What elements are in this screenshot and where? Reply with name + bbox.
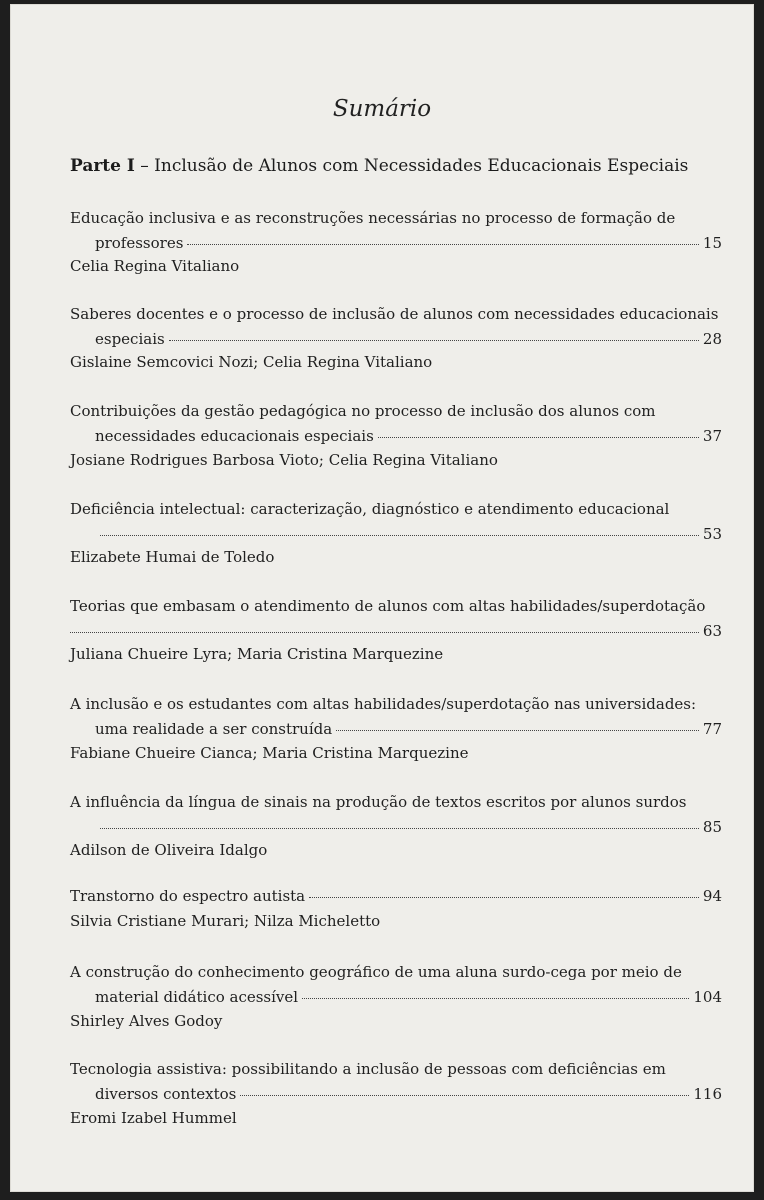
page-title: Sumário [332, 96, 432, 122]
entry-author: Josiane Rodrigues Barbosa Vioto; Celia Regina Vitaliano [70, 451, 498, 469]
entry-title-line1: A influência da língua de sinais na produção de textos escritos por alunos surdos [70, 793, 687, 811]
entry-title-line1: Educação inclusiva e as reconstruções necessárias no processo de formação de [70, 209, 676, 227]
page-number: 104 [693, 988, 722, 1006]
entry-title-line1: Deficiência intelectual: caracterização, diagnóstico e atendimento educacional [70, 500, 670, 518]
page-number: 53 [702, 525, 722, 543]
part-name: Inclusão de Alunos com Necessidades Educacionais Especiais [154, 156, 689, 176]
entry-title-line2 [70, 815, 722, 839]
page-number: 28 [702, 330, 722, 348]
entry-title-line1: Teorias que embasam o atendimento de alunos com altas habilidades/superdotação [70, 597, 706, 615]
entry-author: Celia Regina Vitaliano [70, 257, 240, 275]
dot-leader [100, 827, 699, 829]
entry-title-line2 [95, 1082, 722, 1106]
page-number: 63 [702, 622, 722, 640]
book-page [10, 4, 754, 1192]
part-heading [70, 156, 688, 176]
entry-author: Eromi Izabel Hummel [70, 1109, 237, 1127]
dot-leader [100, 534, 699, 536]
entry-author: Shirley Alves Godoy [70, 1012, 223, 1030]
entry-author: Juliana Chueire Lyra; Maria Cristina Marquezine [70, 645, 444, 663]
dot-leader [169, 339, 699, 341]
entry-title-line2 [70, 619, 722, 643]
page-number: 15 [702, 234, 722, 252]
entry-title-line2 [95, 327, 722, 351]
entry-title-continuation: professores [95, 234, 184, 252]
entry-title-line2 [95, 985, 722, 1009]
part-label: Parte I [70, 156, 135, 176]
dot-leader [336, 729, 699, 731]
page-number: 77 [702, 720, 722, 738]
dot-leader [302, 997, 689, 999]
entry-author: Elizabete Humai de Toledo [70, 548, 275, 566]
entry-title-continuation: material didático acessível [95, 988, 299, 1006]
entry-title-line1: Saberes docentes e o processo de inclusão de alunos com necessidades educacionais [70, 305, 719, 323]
entry-title-line2 [70, 522, 722, 546]
entry-title-line1: Contribuições da gestão pedagógica no processo de inclusão dos alunos com [70, 402, 656, 420]
entry-title-line1: Tecnologia assistiva: possibilitando a inclusão de pessoas com deficiências em [70, 1060, 666, 1078]
dot-leader [240, 1094, 689, 1096]
page-number: 116 [693, 1085, 722, 1103]
entry-title-continuation: necessidades educacionais especiais [95, 427, 374, 445]
entry-title-line1 [70, 884, 722, 908]
page-number: 94 [702, 887, 722, 905]
entry-author: Adilson de Oliveira Idalgo [70, 841, 268, 859]
entry-title-continuation: especiais [95, 330, 165, 348]
entry-title-line1: A inclusão e os estudantes com altas habilidades/superdotação nas universidades: [70, 695, 697, 713]
entry-title-line2 [95, 717, 722, 741]
entry-title-text: Transtorno do espectro autista [70, 887, 306, 905]
dot-leader [187, 243, 699, 245]
dot-leader [378, 436, 699, 438]
entry-author: Fabiane Chueire Cianca; Maria Cristina Marquezine [70, 744, 469, 762]
entry-author: Gislaine Semcovici Nozi; Celia Regina Vitaliano [70, 353, 433, 371]
entry-title-line2 [95, 231, 722, 255]
dot-leader [70, 631, 699, 633]
part-dash: – [140, 156, 149, 176]
entry-title-continuation: uma realidade a ser construída [95, 720, 333, 738]
entry-author: Silvia Cristiane Murari; Nilza Micheletto [70, 912, 381, 930]
page-number: 85 [702, 818, 722, 836]
dot-leader [309, 896, 699, 898]
entry-title-line2 [95, 424, 722, 448]
entry-title-continuation: diversos contextos [95, 1085, 237, 1103]
page-number: 37 [702, 427, 722, 445]
entry-title-line1: A construção do conhecimento geográfico de uma aluna surdo-cega por meio de [70, 963, 682, 981]
